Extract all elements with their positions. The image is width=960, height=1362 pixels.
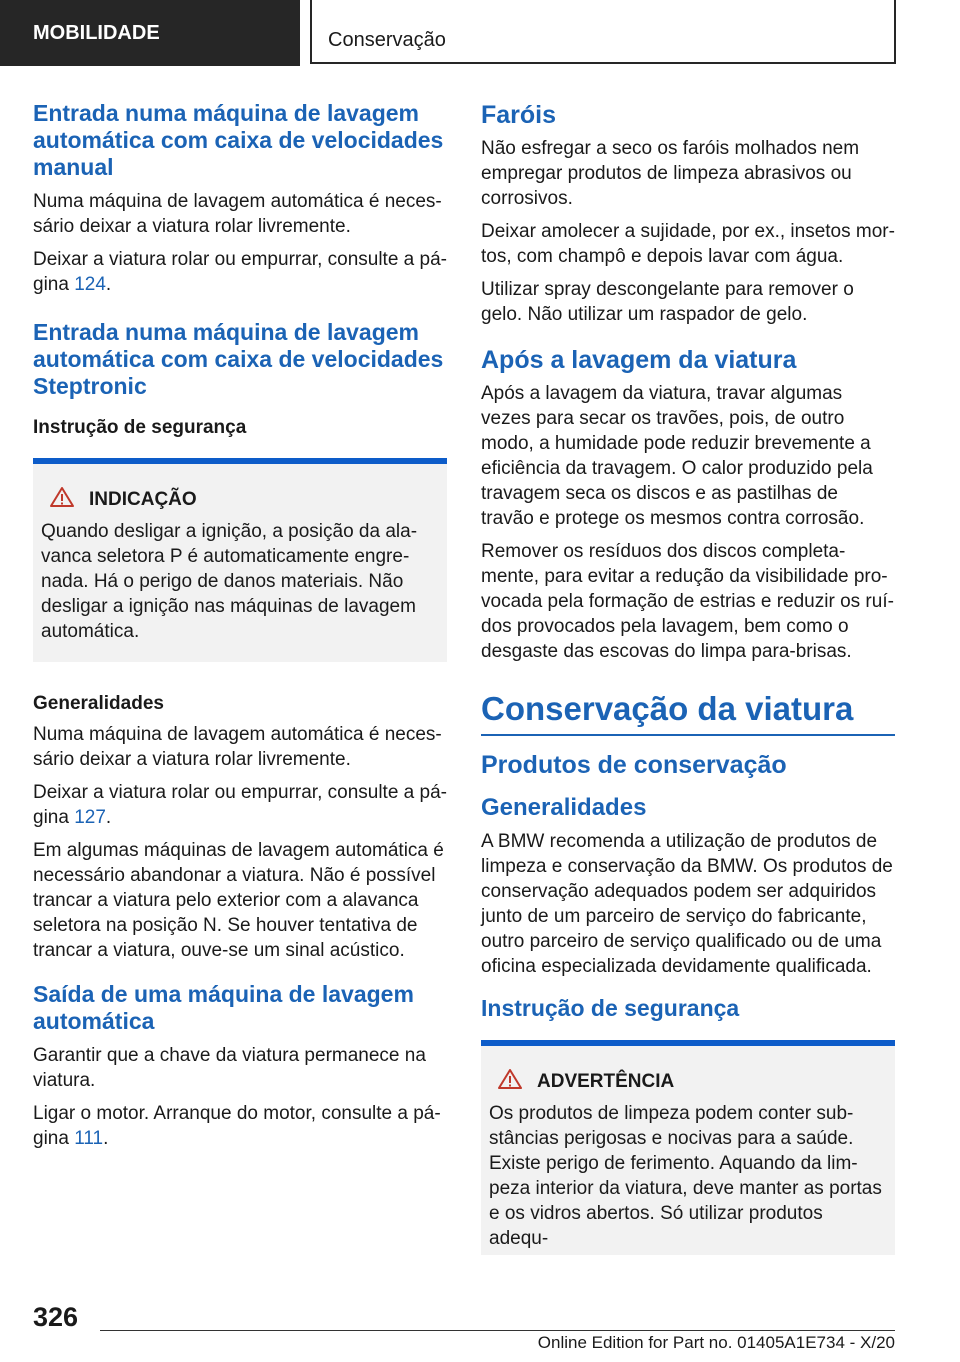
paragraph: A BMW recomenda a utilização de produtos de limpeza e conservação da BMW. Os produtos de conservação adequados podem ser adquiridos junto de um parceiro de serviço do fabricante, outro parceiro de serviço qualificado ou de uma oficina especializada devidamente qualificada.: [481, 831, 893, 977]
heading-safety-instruction: Instrução de segurança: [481, 995, 740, 1021]
heading-after-wash: Após a lavagem da viatura: [481, 346, 797, 374]
paragraph: Numa máquina de lavagem automática é necessário deixar a viatura rolar livremente.: [33, 724, 442, 770]
paragraph: Remover os resíduos dos discos completamente, para evitar a redução da visibilidade provocada pela formação de estrias e reduzir os ruídos provocados pela lavagem, bem como o desgaste das escovas do limpa para-brisas.: [481, 541, 894, 662]
paragraph: Utilizar spray descongelante para remover o gelo. Não utilizar um raspador de gelo.: [481, 279, 854, 325]
paragraph-text: Ligar o motor. Arranque do motor, consulte a página: [33, 1103, 441, 1149]
warning-title: [489, 1068, 887, 1095]
heading-exit-carwash: Saída de uma máquina de lavagem automática: [33, 981, 414, 1034]
paragraph-text: .: [105, 274, 112, 295]
heading-steptronic: Entrada numa máquina de lavagem automática com caixa de velocidades Steptronic: [33, 319, 444, 399]
chapter-title: Conservação: [310, 0, 896, 64]
heading-safety-instruction: Instrução de segurança: [33, 417, 247, 438]
edition-note: Online Edition for Part no. 01405A1E734 - X/20: [537, 1333, 895, 1352]
warning-triangle-icon: [49, 486, 75, 508]
heading-manual-gearbox: Entrada numa máquina de lavagem automática com caixa de velocidades manual: [33, 100, 444, 180]
section-label: MOBILIDADE: [0, 0, 300, 66]
page-link-124[interactable]: 124: [74, 274, 106, 295]
paragraph-text: Deixar a viatura rolar ou empurrar, consulte a página: [33, 782, 447, 828]
footer-divider: [100, 1330, 895, 1331]
notice-title-text: INDICAÇÃO: [89, 489, 197, 510]
warning-box: [481, 1040, 895, 1255]
notice-text: Quando desligar a ignição, a posição da alavanca seletora P é automaticamente engrenada. Há o perigo de danos materiais. Não desligar a ignição nas máquinas de lavagem automática.: [41, 521, 418, 642]
paragraph: [33, 1101, 447, 1151]
paragraph-text: .: [103, 1128, 109, 1149]
paragraph: Numa máquina de lavagem automática é necessário deixar a viatura rolar livremente.: [33, 191, 442, 237]
paragraph: Em algumas máquinas de lavagem automática é necessário abandonar a viatura. Não é possível trancar a viatura pelo exterior com a alavanca seletora na posição N. Se houver tentativa de trancar a viatura, ouve-se um sinal acústico.: [33, 840, 444, 961]
notice-title: [41, 486, 439, 513]
page-number: 326: [33, 1302, 79, 1332]
paragraph: [33, 247, 447, 297]
warning-text: Os produtos de limpeza podem conter substâncias perigosas e nocivas para a saúde. Existe perigo de ferimento. Aquando da limpeza interior da viatura, deve manter as portas e os vidros abertos. Só utilizar produtos adequ-: [489, 1103, 882, 1249]
heading-general: Generalidades: [33, 693, 164, 714]
notice-box: [33, 458, 447, 662]
warning-triangle-icon: [497, 1068, 523, 1090]
left-column: [33, 100, 447, 1159]
paragraph: Deixar amolecer a sujidade, por ex., insetos mortos, com champô e depois lavar com água.: [481, 221, 895, 267]
heading-headlights: Faróis: [481, 101, 557, 129]
paragraph-text: Deixar a viatura rolar ou empurrar, consulte a página: [33, 249, 447, 295]
right-column: [481, 100, 895, 1285]
heading-vehicle-care: Conservação da viatura: [481, 690, 895, 736]
paragraph: Após a lavagem da viatura, travar algumas vezes para secar os travões, pois, de outro modo, a humidade pode reduzir brevemente a eficiência da travagem. O calor produzido pela travagem seca os discos e as pastilhas de travão e protege os mesmos contra corrosão.: [481, 383, 873, 529]
paragraph: Garantir que a chave da viatura permanece na viatura.: [33, 1045, 426, 1091]
heading-general: Generalidades: [481, 794, 647, 821]
warning-title-text: ADVERTÊNCIA: [537, 1071, 675, 1092]
paragraph: Não esfregar a seco os faróis molhados nem empregar produtos de limpeza abrasivos ou corrosivos.: [481, 138, 860, 209]
page-footer: [0, 1290, 960, 1362]
page-link-111[interactable]: 111: [74, 1128, 104, 1149]
paragraph-text: .: [105, 807, 112, 828]
page-link-127[interactable]: 127: [74, 807, 106, 828]
paragraph: [33, 780, 447, 830]
page-header: [0, 0, 960, 66]
heading-care-products: Produtos de conservação: [481, 751, 787, 779]
